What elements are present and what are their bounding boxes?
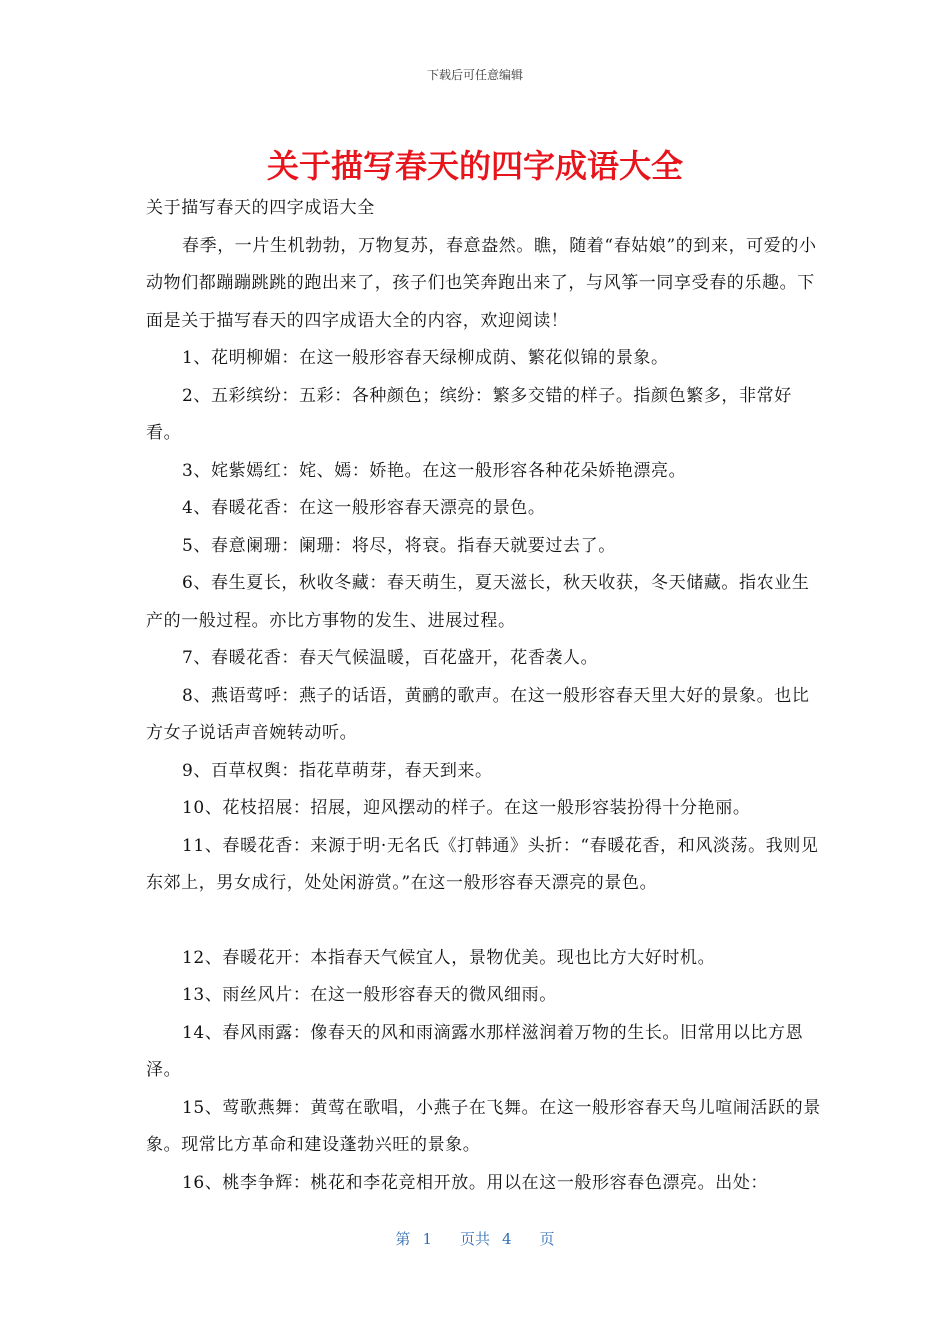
list-item: 2、五彩缤纷：五彩：各种颜色；缤纷：繁多交错的样子。指颜色繁多，非常好看。 [146,385,792,443]
footer-middle: 页共 [459,1230,490,1248]
footer-prefix: 第 [395,1230,411,1248]
list-item: 5、春意阑珊：阑珊：将尽，将衰。指春天就要过去了。 [182,535,616,556]
list-item: 4、春暖花香：在这一般形容春天漂亮的景色。 [182,498,546,518]
list-item: 7、春暖花香：春天气候温暖，百花盛开，花香袭人。 [182,648,599,668]
footer-suffix: 页 [539,1230,555,1248]
list-item: 16、桃李争辉：桃花和李花竞相开放。用以在这一般形容春色漂亮。出处： [182,1172,769,1193]
document-body [146,190,826,1202]
list-item: 10、花枝招展：招展，迎风摆动的样子。在这一般形容装扮得十分艳丽。 [182,798,751,818]
document-title: 关于描写春天的四字成语大全 [266,147,683,185]
document-subtitle: 关于描写春天的四字成语大全 [146,198,375,218]
list-item: 14、春风雨露：像春天的风和雨滴露水那样滋润着万物的生长。旧常用以比方恩泽。 [146,1022,804,1080]
footer-page-number: 1 [422,1230,432,1248]
list-item: 8、燕语莺呼：燕子的话语，黄鹂的歌声。在这一般形容春天里大好的景象。也比方女子说话声音婉转动听。 [146,685,810,743]
page-footer [0,1228,950,1249]
list-item: 9、百草权舆：指花草萌芽，春天到来。 [182,760,493,781]
paragraph-gap [146,903,826,940]
page-header-note: 下载后可任意编辑 [426,68,523,82]
list-item: 3、姹紫嫣红：姹、嫣：娇艳。在这一般形容各种花朵娇艳漂亮。 [182,460,687,481]
list-item: 1、花明柳媚：在这一般形容春天绿柳成荫、繁花似锦的景象。 [182,348,669,368]
list-item: 11、春暖花香：来源于明·无名氏《打韩通》头折：“春暖花香，和风淡荡。我则见东郊上，男女成行，处处闲游赏。”在这一般形容春天漂亮的景色。 [146,835,819,893]
list-item: 12、春暖花开：本指春天气候宜人，景物优美。现也比方大好时机。 [182,947,716,968]
intro-paragraph: 春季，一片生机勃勃，万物复苏，春意盎然。瞧，随着“春姑娘”的到来，可爱的小动物们都蹦蹦跳跳的跑出来了，孩子们也笑奔跑出来了，与风筝一同享受春的乐趣。下面是关于描写春天的四字成语大全的内容，欢迎阅读！ [146,235,817,331]
footer-total-pages: 4 [502,1230,512,1248]
list-item: 6、春生夏长，秋收冬藏：春天萌生，夏天滋长，秋天收获，冬天储藏。指农业生产的一般过程。亦比方事物的发生、进展过程。 [146,573,810,631]
list-item: 13、雨丝风片：在这一般形容春天的微风细雨。 [182,985,557,1005]
list-item: 15、莺歌燕舞：黄莺在歌唱，小燕子在飞舞。在这一般形容春天鸟儿喧闹活跃的景象。现常比方革命和建设蓬勃兴旺的景象。 [146,1097,821,1155]
